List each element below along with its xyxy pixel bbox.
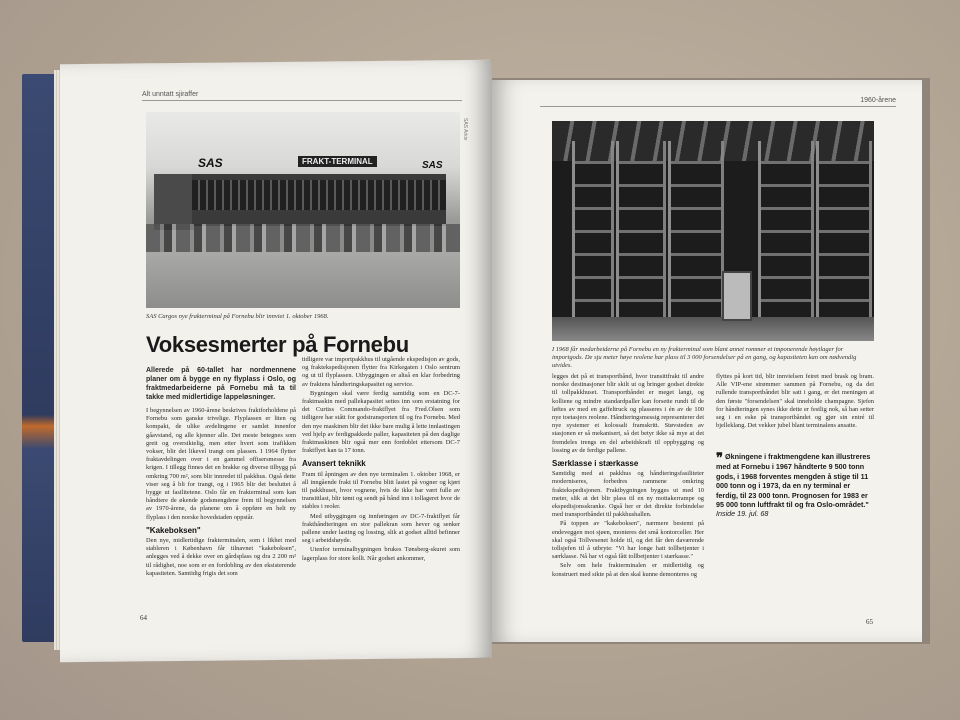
photo-credit: SAS Arkiv — [462, 118, 468, 141]
lead-paragraph: Allerede på 60-tallet har nordmennene planer om å bygge en ny flyplass i Oslo, og fraktmedarbeiderne på Fornebu må ta til takke med midlertidige lappeløsninger. — [146, 367, 296, 401]
body-paragraph: Med utbyggingen og innføringen av DC-7-fraktflyet får frakthåndteringen en stor pallekran som hever og senker pallene under lasting og lossing, slik at godset alltid befinner seg i arbeidshøyde. — [302, 512, 460, 545]
text-column-3 — [552, 373, 704, 580]
warehouse-photo — [552, 121, 874, 341]
body-paragraph: Fram til åpningen av den nye terminalen 1. oktober 1968, er all inngående frakt til Fornebu blitt lastet på vogner og kjørt til pakkhuset, hvor vognene, hvis de ikke har vært fulle av transittlast, blir tømt og sendt på bånd inn i tollageret hvor de stables i reoler. — [302, 470, 460, 511]
storage-rack — [758, 141, 814, 341]
body-paragraph: Bygningen skal være ferdig samtidig som en DC-7-fraktmaskin med pallekapasitet settes inn som erstatning for det Curtiss Commando-fraktflyet fra Fred.Olsen som tidligere har stått for godstransporten til og fra Fornebu. Med den nye maskinen blir det ikke bare mulig å lette innlastingen ved hjelp av ferdigpakkede paller, kapasiteten på den daglige fraktmaskinen blir også mer enn fordoblet ettersom DC-7 fraktflyet kan ta 17 tonn. — [302, 389, 460, 455]
text-column-1 — [146, 366, 296, 579]
building-annex — [154, 174, 194, 230]
parking-lot — [146, 252, 460, 308]
body-paragraph: Selv om hele frakterminalen er midlertidig og konstruert med sikte på at den skal kunne demonteres og — [552, 562, 704, 578]
storage-rack — [816, 141, 872, 341]
page-number-right: 65 — [866, 618, 873, 626]
text-column-4 — [716, 373, 874, 431]
pull-quote-text: Økningene i fraktmengdene kan illustreres med at Fornebu i 1967 håndterte 9 500 tonn gods, i 1968 forventes mengden å stige til 11 000 tonn og i 1973, da en ny terminal er ferdig, til 23 000 tonn. Prognosen for 1983 er 95 000 tonn luftfrakt til og fra Oslo-området." — [716, 452, 871, 510]
body-paragraph: Samtidig med at pakkhus og håndteringsfasiliteter moderniseres, forbedres rammene omkring fraktekspedisjonen. Fraktbygningen bygges ut med 10 meter, slik at det blir plass til en ny mottakerrampe og ekspedisjonsskranke. Også her er det direkte forbindelse med transportbåndet til pakkhushallen. — [552, 470, 704, 519]
subheading-avansert-teknikk: Avansert teknikk — [302, 459, 366, 469]
body-paragraph: Den nye, midlertidige frakterminalen, som i likhet med stableren i København får tilnavnet "kakeboksen", anlegges ved å dekke over en gårdsplass og dra 2 200 m² til rådighet, noe som er en fordobling av den eksisterende kapasiteten. Samtidig frigis det som — [146, 537, 296, 577]
pull-quote-source: Inside 19. jul. 68 — [716, 509, 769, 519]
body-paragraph: flyttes på kort tid, blir innvielsen feiret med brask og bram. Alle VIP-ene strømmer sammen på Fornebu, og da det rullende transportbåndet blir satt i gang, er det meningen at den første "forsendelsen" skal inneholde champagne. Sjefen for håndteringen synes ikke dette er festlig nok, så han setter seg i en eske på transportbåndet og gjør sin entré til bjelleklang. Det vekker jubel blant terminalens ansatte. — [716, 373, 874, 430]
article-headline: Voksesmerter på Fornebu — [146, 332, 409, 357]
body-paragraph: I begynnelsen av 1960-årene beskrives fraktforholdene på Fornebu som ganske trivelige. Flyplassen er liten og kompakt, de ulike avdelingene er samlet innenfor gåavstand, og alle kjenner alle. Det meste betegnes som greit og oversiktelig, men etter hvert som trafikken vokser, blir det likevel trangt om plassen. I 1964 flytter fraktavdelingen over i en gammel offisersmesse fra krigen. I tillegg finnes det en brakke og diverse tilbygg på omkring 700 m², som blir innredet til pakkhus. Også dette viser seg å bli for trangt, og i 1965 blir det besluttet å bygge ut fasilitetene. Oslo får en frakterminal som kan håndtere de økende godsmengdene frem til begynnelsen av 1970-årene, da planene om å oppføre en helt ny flyplass i den norske hovedstaden oppstår. — [146, 407, 296, 521]
subheading-kakeboksen: "Kakeboksen" — [146, 525, 201, 535]
parked-cars — [146, 224, 460, 252]
body-paragraph: tidligere var importpakkhus til utgående ekspedisjon av gods, og fraktekspedisjonen flytter fra Kirkegaten i Oslo sentrum og ut til flyplassen. Utbyggingen er altså en klar forbedring av fraktens håndteringskapasitet og service. — [302, 356, 460, 388]
quote-mark-icon: ❞ — [716, 450, 723, 465]
storage-rack — [668, 141, 724, 341]
page-number-left: 64 — [140, 614, 147, 622]
sas-sign-right: SAS — [422, 160, 443, 171]
body-paragraph: legges det på et transportbånd, hvor transittfrakt til andre norske destinasjoner blir skilt ut og bringer godset direkte til tollpakkhuset. Transportbåndet er meget langt, og kolliene og mindre standardpaller kan forsette rundt til de løftes av med en gaffeltruck og plasseres i én av de 100 nye toetasjers reolene. Håndteringsmessig representerer det nye systemer et kolossalt framskritt. Støvsteden av stasjonen er så mekanisert, så det betyr ikke så mye at det fremdeles trengs en del arbeidskraft til oppbygging og lossing av de ferdige pallene. — [552, 373, 704, 454]
frakt-terminal-sign: FRAKT-TERMINAL — [298, 156, 377, 167]
terminal-windows — [192, 180, 446, 210]
body-paragraph: Utenfor terminalbygningen brukes Tønsberg-skuret som lagerplass for store kolli. Når godset ankommer, — [302, 546, 460, 562]
photo-caption-left: SAS Cargos nye frakterminal på Fornebu blir innviet 1. oktober 1968. — [146, 313, 329, 320]
storage-rack — [616, 141, 666, 341]
forklift — [722, 271, 752, 321]
photo-caption-right: I 1968 får medarbeiderne på Fornebu en ny frakterminal som blant annet rommer et imponerende høytlager for importgods. De sju meter høye reolene har plass til 3 000 forsendelser på en gang, og kapasiteten kan om nødvendig utvides. — [552, 346, 857, 369]
running-head-right: 1960-årene — [540, 97, 896, 107]
body-paragraph: På toppen av "kakeboksen", nærmere bestemt på endeveggen mot sjøen, monteres det små kontorceller. Her skal også Tollvesenet holde til, og det får den daværende tollsjefen til å utbryte: "Vi har longe hatt tollbetjenter i særklasse. Nå har vi også fått tollbetjenter i stærkasse." — [552, 520, 704, 561]
terminal-photo — [146, 112, 460, 308]
pull-quote — [716, 452, 874, 519]
text-column-2 — [302, 356, 460, 564]
subheading-saerklasse: Særklasse i stærkasse — [552, 459, 639, 469]
warehouse-floor — [552, 317, 874, 341]
sas-sign-left: SAS — [198, 156, 223, 170]
storage-rack — [572, 141, 614, 341]
running-head-left: Alt unntatt sjiraffer — [142, 91, 462, 101]
